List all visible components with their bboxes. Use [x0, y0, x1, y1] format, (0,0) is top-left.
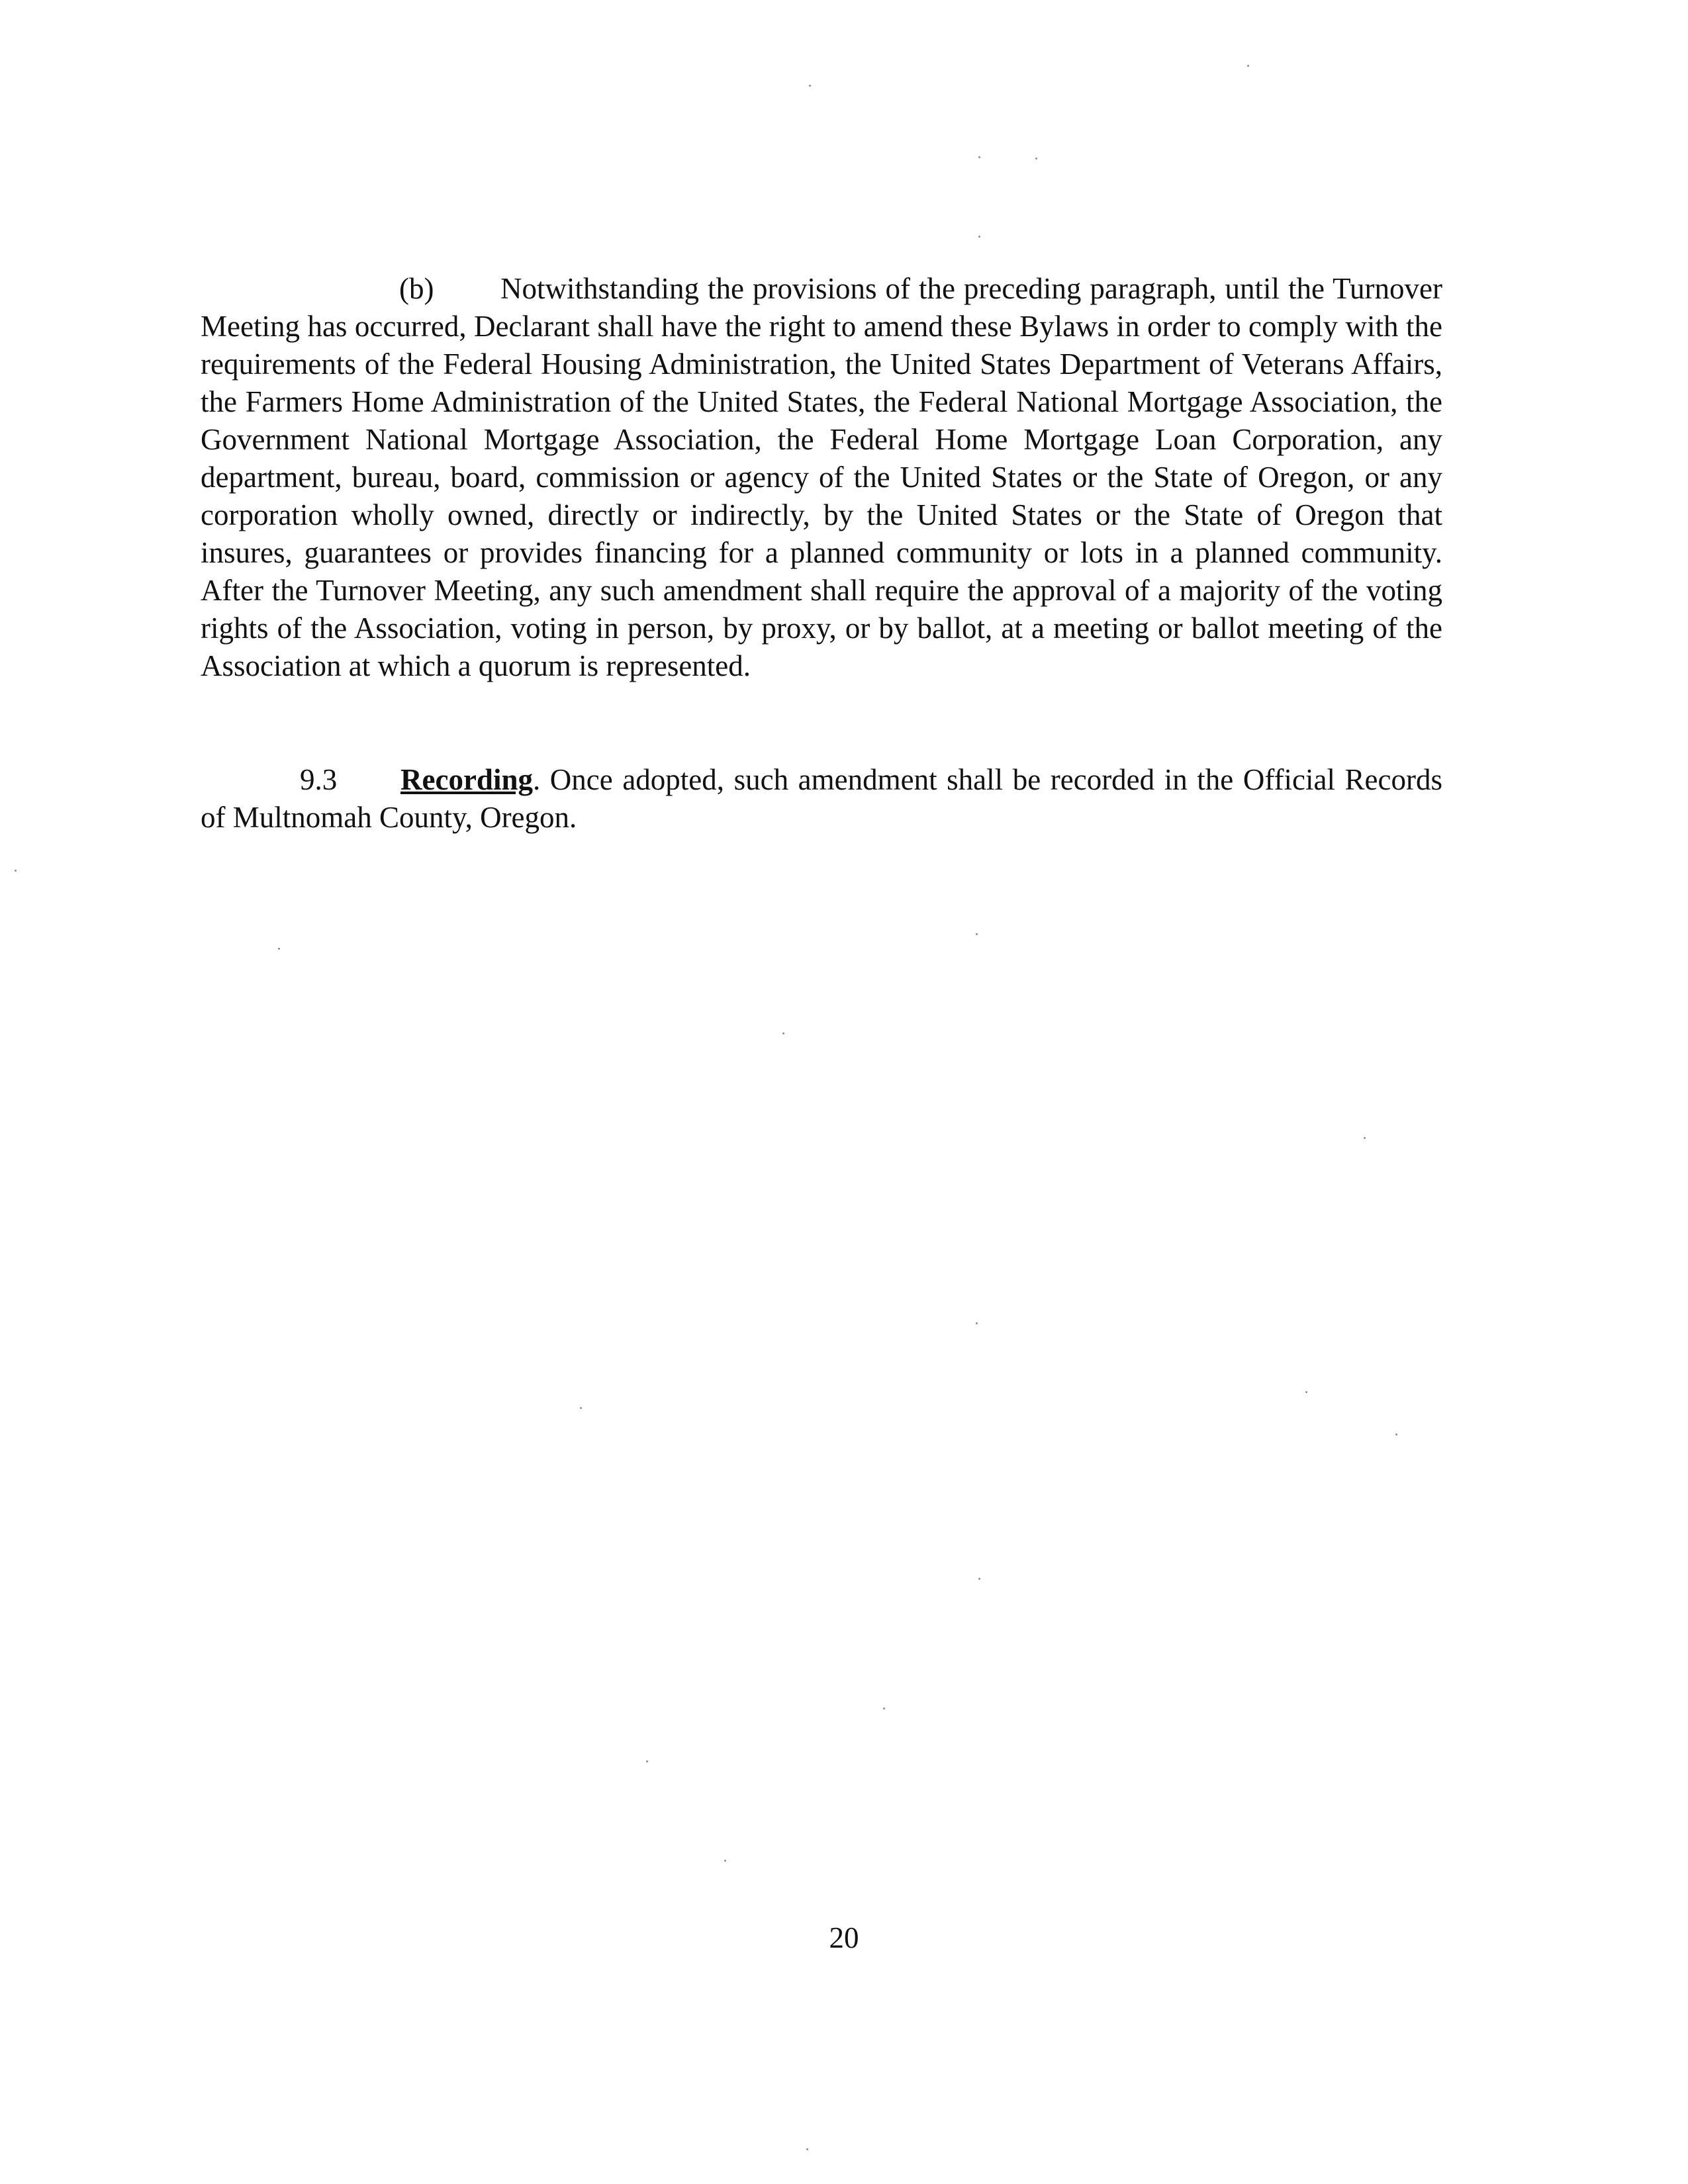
- section-heading: Recording: [400, 763, 533, 796]
- paragraph-label: (b): [399, 272, 434, 305]
- scan-speck: [976, 1322, 978, 1324]
- scan-speck: [278, 948, 280, 950]
- paragraph-b: [201, 270, 1442, 685]
- page-number: 20: [829, 1921, 859, 1954]
- scan-speck: [724, 1860, 726, 1862]
- section-9-3: [201, 761, 1442, 837]
- scan-speck: [978, 156, 980, 158]
- scan-speck: [883, 1707, 885, 1709]
- scan-speck: [809, 85, 811, 87]
- scan-speck: [15, 870, 17, 872]
- scan-speck: [580, 1407, 582, 1409]
- section-number: 9.3: [300, 763, 338, 796]
- scan-speck: [976, 933, 978, 935]
- scan-speck: [1247, 65, 1249, 67]
- scan-speck: [646, 1760, 648, 1762]
- scan-speck: [806, 2148, 808, 2150]
- section-9-3-text: . Once adopted, such amendment shall be recorded in the Official Records of Multnomah County, Oregon.: [201, 763, 1442, 834]
- scan-speck: [1395, 1433, 1397, 1435]
- scan-speck: [1305, 1391, 1307, 1393]
- scan-speck: [1364, 1137, 1366, 1139]
- paragraph-b-text: Notwithstanding the provisions of the preceding paragraph, until the Turnover Meeting has occurred, Declarant shall have the right to amend these Bylaws in order to comply with the requirements of the Federal Housing Administration, the United States Department of Veterans Affairs, the Farmers Home Administration of the United States, the Federal National Mortgage Association, the Government National Mortgage Association, the Federal Home Mortgage Loan Corporation, any department, bureau, board, commission or agency of the United States or the State of Oregon, or any corporation wholly owned, directly or indirectly, by the United States or the State of Oregon that insures, guarantees or provides financing for a planned community or lots in a planned community. After the Turnover Meeting, any such amendment shall require the approval of a majority of the voting rights of the Association, voting in person, by proxy, or by ballot, at a meeting or ballot meeting of the Association at which a quorum is represented.: [201, 272, 1442, 682]
- scan-speck: [1035, 158, 1037, 159]
- scan-speck: [978, 236, 980, 238]
- scan-speck: [782, 1032, 784, 1034]
- scan-speck: [978, 1578, 980, 1580]
